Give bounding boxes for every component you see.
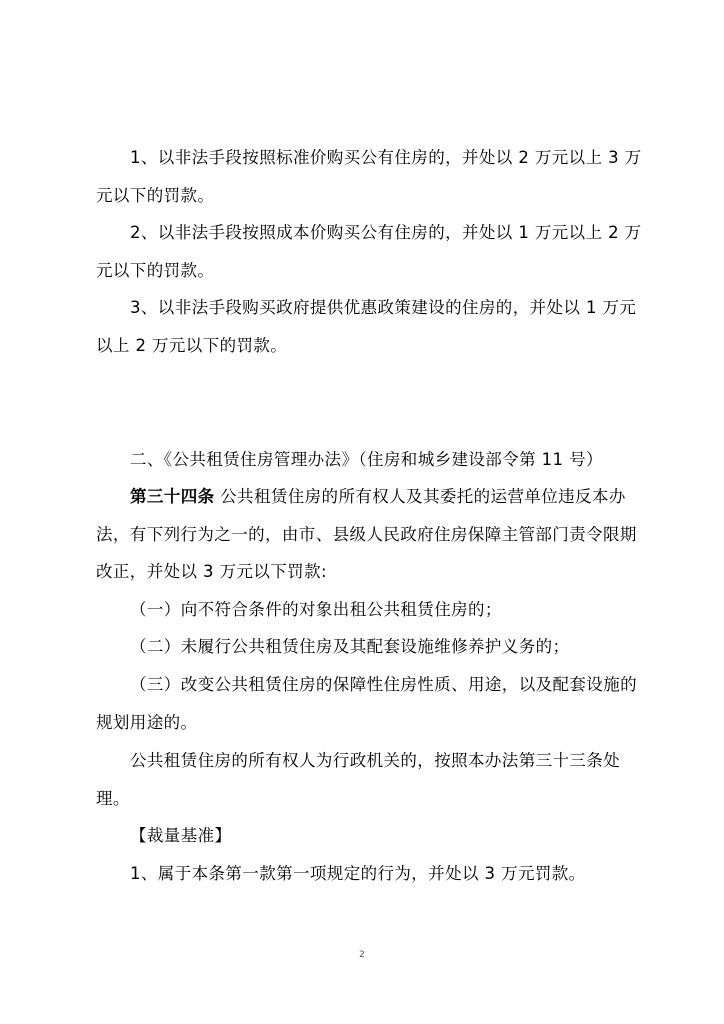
paragraph-item2-line1: 2、以非法手段按照成本价购买公有住房的，并处以 1 万元以上 2 万	[130, 223, 642, 242]
paragraph-item3-line1: 3、以非法手段购买政府提供优惠政策建设的住房的，并处以 1 万元	[130, 298, 637, 317]
note-line1: 公共租赁住房的所有权人为行政机关的，按照本办法第三十三条处	[130, 751, 621, 770]
paragraph-item1-line2: 元以下的罚款。	[96, 186, 215, 205]
article-line2: 法，有下列行为之一的，由市、县级人民政府住房保障主管部门责令限期	[96, 525, 637, 544]
standard-heading: 【裁量基准】	[130, 826, 232, 845]
clause-3-line2: 规划用途的。	[96, 713, 198, 732]
paragraph-item3-line2: 以上 2 万元以下的罚款。	[96, 336, 288, 355]
section-heading: 二、《公共租赁住房管理办法》（住房和城乡建设部令第 11 号）	[130, 450, 603, 469]
clause-3-line1: （三）改变公共租赁住房的保障性住房性质、用途，以及配套设施的	[130, 675, 637, 694]
article-text: 公共租赁住房的所有权人及其委托的运营单位违反本办	[214, 487, 626, 506]
paragraph-item1-line1: 1、以非法手段按照标准价购买公有住房的，并处以 2 万元以上 3 万	[130, 148, 642, 167]
article-line3: 改正，并处以 3 万元以下罚款:	[96, 562, 327, 581]
note-line2: 理。	[96, 789, 130, 808]
clause-2: （二）未履行公共租赁住房及其配套设施维修养护义务的；	[130, 637, 570, 656]
clause-1: （一）向不符合条件的对象出租公共租赁住房的；	[130, 600, 502, 619]
article-label: 第三十四条	[130, 487, 215, 506]
paragraph-item2-line2: 元以下的罚款。	[96, 261, 215, 280]
standard-item-1: 1、属于本条第一款第一项规定的行为，并处以 3 万元罚款。	[130, 864, 586, 883]
page-number: 2	[359, 950, 365, 960]
article-line1	[130, 487, 670, 507]
